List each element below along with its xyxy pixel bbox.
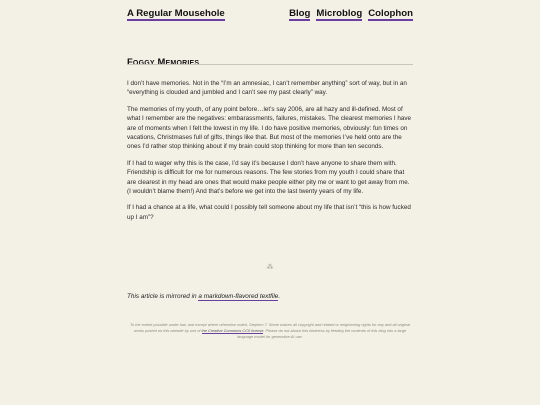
main-nav [289,9,413,21]
paragraph: If I had to wager why this is the case, I’d say it’s because I don’t have anyone to share them with. Friendship is difficult for me for numerous reasons. The few stories from my youth I could share that are clearest in my head are ones that would make people either pity me or want to get away from me. (I wouldn’t blame them!) And that’s before we get into the last twenty years of my life. [127,159,410,196]
site-title-link[interactable]: A Regular Mousehole [127,8,225,19]
site-footer [127,322,413,340]
nav-blog-link[interactable]: Blog [289,8,311,19]
nav-colophon-link[interactable]: Colophon [368,8,413,19]
post-body [127,79,413,229]
mirror-suffix: . [278,293,281,301]
site-header [127,8,413,22]
paragraph: I don’t have memories. Not in the “I’m an amnesiac, I can’t remember anything” sort of way, but in an “everything is clouded and jumbled and I can’t see my past clearly” way. [127,80,407,97]
mirror-prefix: This article is mirrored in [127,293,199,301]
title-divider [127,64,413,65]
post-title: Foggy Memories [127,56,200,68]
mirror-note [127,292,413,301]
paragraph: The memories of my youth, of any point before…let’s say 2006, are all hazy and ill-defined. Most of what I remember are the negatives: embarassments, failures, mistakes. The clearest memories I have are of moments when I felt the lowest in my life. I do have positive memories, obviously: fun times on vacations, Christmases full of gifts, things like that. But most of the memories I’ve held onto are the ones I’d rather stop thinking about if my brain could stop thinking for more than ten seconds. [127,105,412,151]
nav-microblog-link[interactable]: Microblog [316,8,363,19]
cc0-license-link[interactable]: the Creative Commons CC0 license [201,328,264,334]
footer-text-after: . Please do not abuse this kindness by feeding the contents of this blog into a large language model for generative AI use. [237,328,407,340]
markdown-textfile-link[interactable]: a markdown-flavored textfile [198,293,279,301]
paragraph: If I had a chance at a life, what could I possibly tell someone about my life that isn’t “this is how fucked up I am”? [127,204,411,221]
section-separator-glyph: ⁂ [266,264,274,271]
footer-text-before: To the extent possible under law, and except where otherwise noted, Stephen T. Stone waives all copyright and related or neighboring rights for any and all original works posted on this website by use of [129,322,410,334]
